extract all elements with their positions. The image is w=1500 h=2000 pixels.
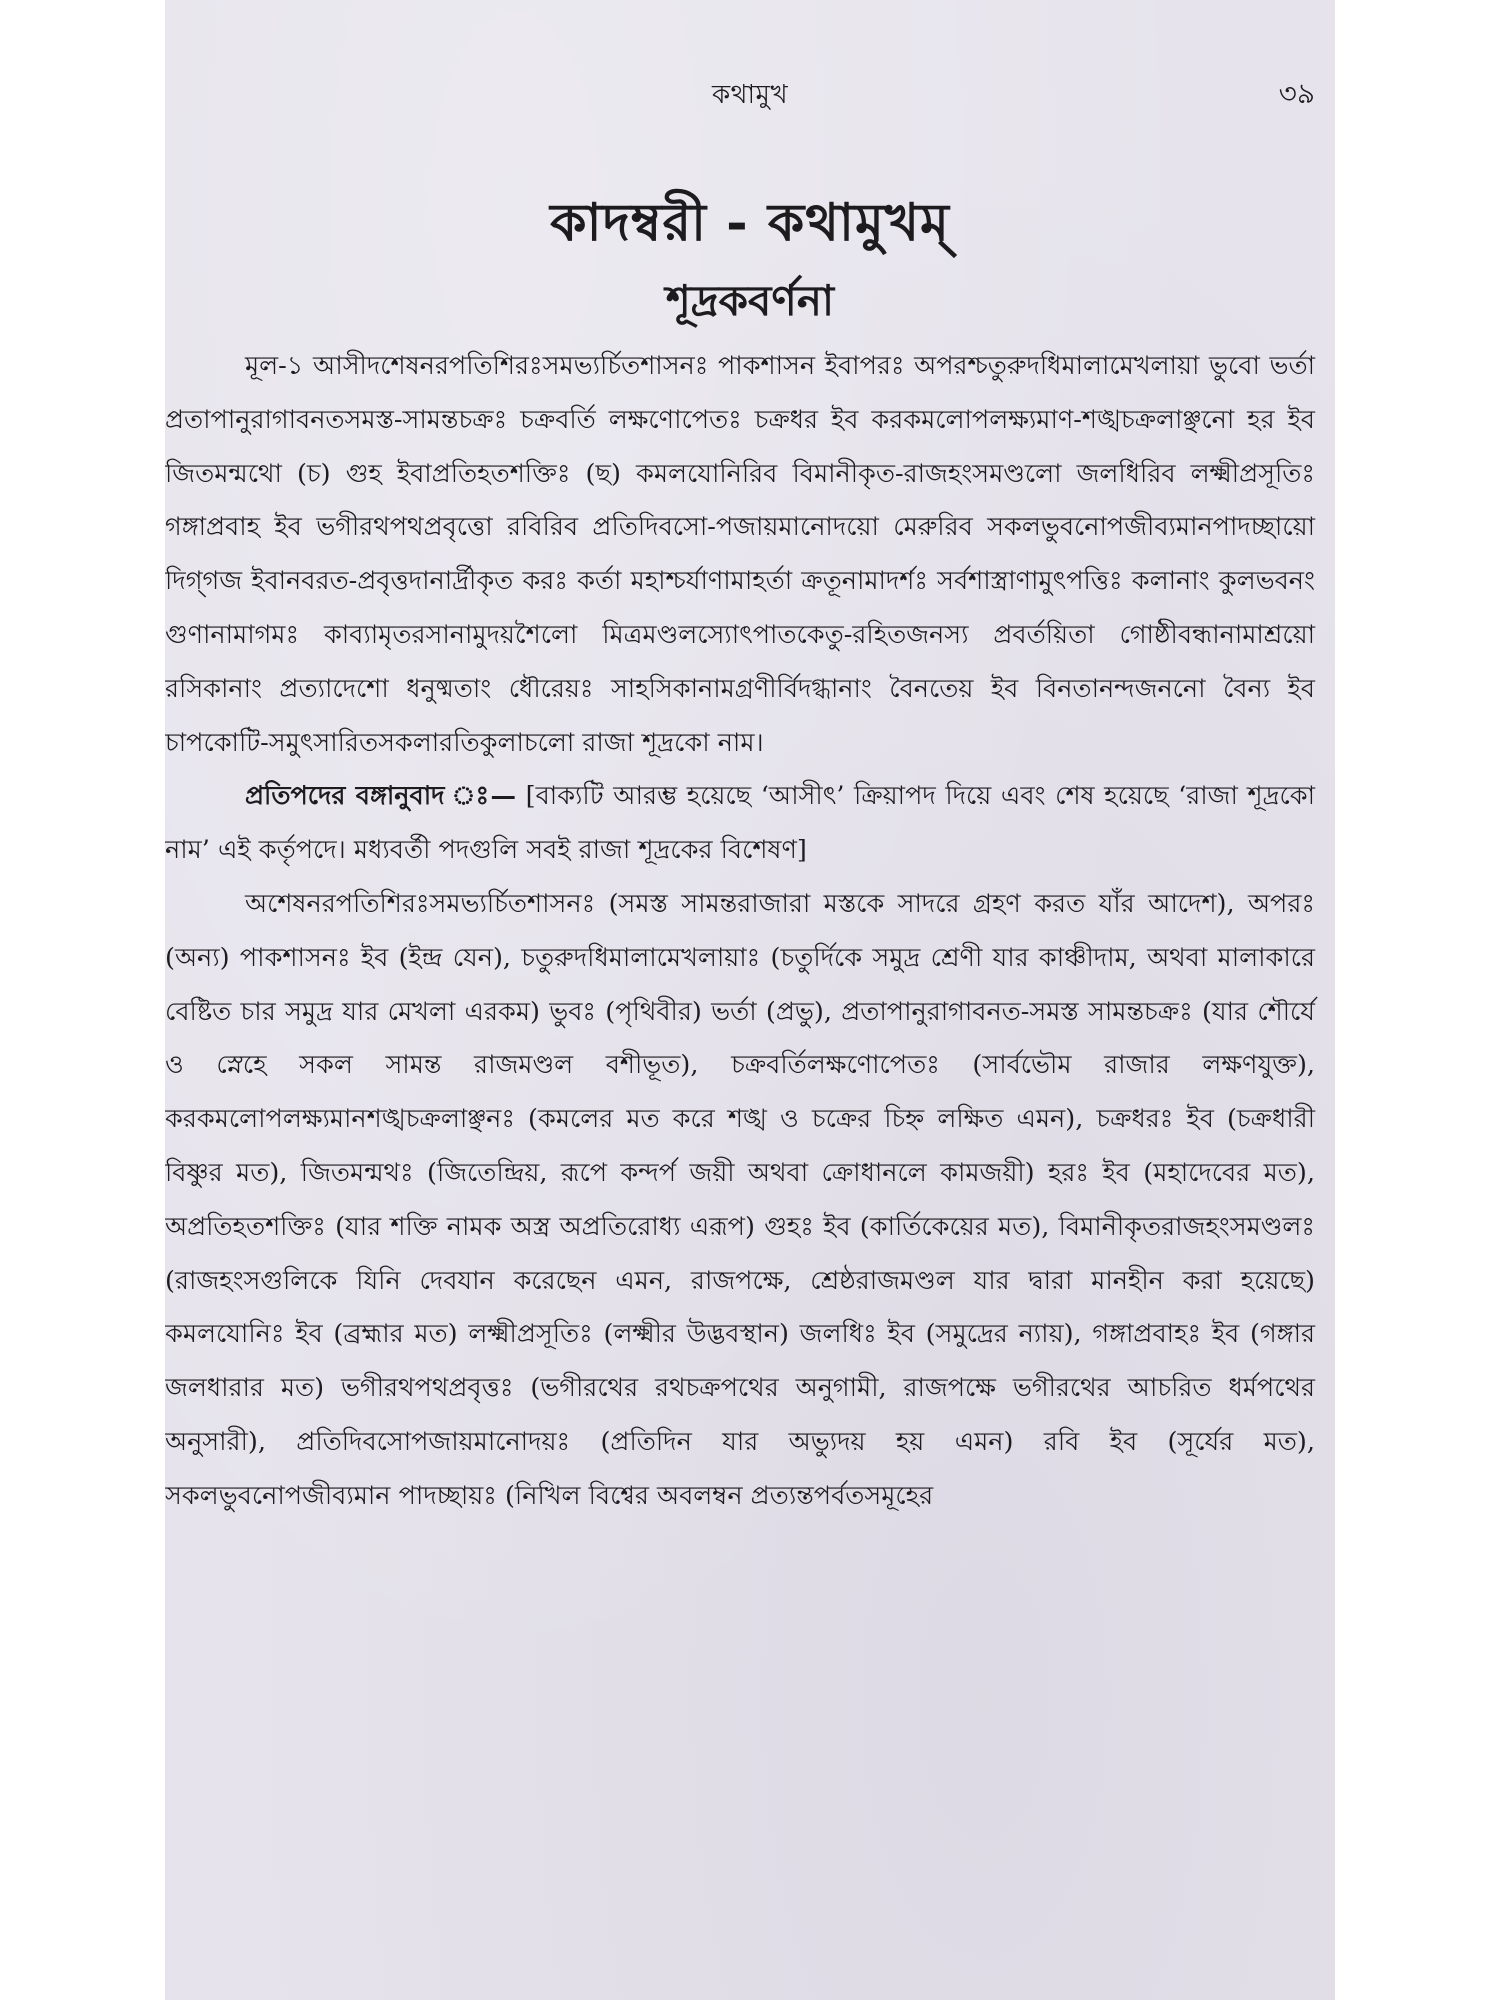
mul-paragraph: [165, 340, 1315, 770]
section-subtitle: শূদ্রকবর্ণনা: [665, 276, 835, 325]
chapter-title: কাদম্বরী - কথামুখম্: [550, 192, 950, 253]
page-number: ৩৯: [1278, 77, 1315, 110]
translation-label: প্রতিপদের বঙ্গানুবাদ ঃ—: [245, 781, 517, 812]
translation-intro-text: [বাক্যটি আরম্ভ হয়েছে ‘আসীৎ’ ক্রিয়াপদ দিয়ে এবং শেষ হয়েছে ‘রাজা শূদ্রকো নাম’ এই কর্তৃপদে। মধ্যবর্তী পদগুলি সবই রাজা শূদ্রকের বিশেষণ]: [165, 781, 1315, 866]
translation-intro-paragraph: [165, 770, 1315, 878]
translation-paragraph: অশেষনরপতিশিরঃসমভ্যর্চিতশাসনঃ (সমস্ত সামন্তরাজারা মস্তকে সাদরে গ্রহণ করত যাঁর আদেশ), অপরঃ (অন্য) পাকশাসনঃ ইব (ইন্দ্র যেন), চতুরুদধিমালামেখলায়াঃ (চতুর্দিকে সমুদ্র শ্রেণী যার কাঞ্চীদাম, অথবা মালাকারে বেষ্টিত চার সমুদ্র যার মেখলা এরকম) ভুবঃ (পৃথিবীর) ভর্তা (প্রভু), প্রতাপানুরাগাবনত-সমস্ত সামন্তচক্রঃ (যার শৌর্যে ও স্নেহে সকল সামন্ত রাজমণ্ডল বশীভূত), চক্রবর্তিলক্ষণোপেতঃ (সার্বভৌম রাজার লক্ষণযুক্ত), করকমলোপলক্ষ্যমানশঙ্খচক্রলাঞ্ছনঃ (কমলের মত করে শঙ্খ ও চক্রের চিহ্ন লক্ষিত এমন), চক্রধরঃ ইব (চক্রধারী বিষ্ণুর মত), জিতমন্মথঃ (জিতেন্দ্রিয়, রূপে কন্দর্প জয়ী অথবা ক্রোধানলে কামজয়ী) হরঃ ইব (মহাদেবের মত), অপ্রতিহতশক্তিঃ (যার শক্তি নামক অস্ত্র অপ্রতিরোধ্য এরূপ) গুহঃ ইব (কার্তিকেয়ের মত), বিমানীকৃতরাজহংসমণ্ডলঃ (রাজহংসগুলিকে যিনি দেবযান করেছেন এমন, রাজপক্ষে, শ্রেষ্ঠরাজমণ্ডল যার দ্বারা মানহীন করা হয়েছে) কমলযোনিঃ ইব (ব্রহ্মার মত) লক্ষ্মীপ্রসূতিঃ (লক্ষ্মীর উদ্ভবস্থান) জলধিঃ ইব (সমুদ্রের ন্যায়), গঙ্গাপ্রবাহঃ ইব (গঙ্গার জলধারার মত) ভগীরথপথপ্রবৃত্তঃ (ভগীরথের রথচক্রপথের অনুগামী, রাজপক্ষে ভগীরথের আচরিত ধর্মপথের অনুসারী), প্রতিদিবসোপজায়মানোদয়ঃ (প্রতিদিন যার অভ্যুদয় হয় এমন) রবি ইব (সূর্যের মত), সকলভুবনোপজীব্যমান পাদচ্ছায়ঃ (নিখিল বিশ্বের অবলম্বন প্রত্যন্তপর্বতসমূহের: [165, 888, 1315, 1511]
book-page: [165, 0, 1335, 2000]
body-text: [165, 340, 1315, 1524]
running-title: কথামুখ: [711, 80, 789, 110]
mul-text: আসীদশেষনরপতিশিরঃসমভ্যর্চিতশাসনঃ পাকশাসন ইবাপরঃ অপরশ্চতুরুদধিমালামেখলায়া ভুবো ভর্তা প্রতাপানুরাগাবনতসমস্ত-সামন্তচক্রঃ চক্রবর্তি লক্ষণোপেতঃ চক্রধর ইব করকমলোপলক্ষ্যমাণ-শঙ্খচক্রলাঞ্ছনো হর ইব জিতমন্মথো (চ) গুহ ইবাপ্রতিহতশক্তিঃ (ছ) কমলযোনিরিব বিমানীকৃত-রাজহংসমণ্ডলো জলধিরিব লক্ষ্মীপ্রসূতিঃ গঙ্গাপ্রবাহ ইব ভগীরথপথপ্রবৃত্তো রবিরিব প্রতিদিবসো-পজায়মানোদয়ো মেরুরিব সকলভুবনোপজীব্যমানপাদচ্ছায়ো দিগ্‌গজ ইবানবরত-প্রবৃত্তদানার্দ্রীকৃত করঃ কর্তা মহাশ্চর্যাণামাহর্তা ক্রতূনামাদর্শঃ সর্বশাস্ত্রাণামুৎপত্তিঃ কলানাং কুলভবনং গুণানামাগমঃ কাব্যামৃতরসানামুদয়শৈলো মিত্রমণ্ডলস্যোৎপাতকেতু-রহিতজনস্য প্রবর্তয়িতা গোষ্ঠীবন্ধানামাশ্রয়ো রসিকানাং প্রত্যাদেশো ধনুষ্মতাং ধৌরেয়ঃ সাহসিকানামগ্রণীর্বিদগ্ধানাং বৈনতেয় ইব বিনতানন্দজননো বৈন্য ইব চাপকোটি-সমুৎসারিতসকলারতিকুলাচলো রাজা শূদ্রকো নাম।: [165, 351, 1315, 758]
mul-label: মূল-১: [245, 351, 304, 381]
